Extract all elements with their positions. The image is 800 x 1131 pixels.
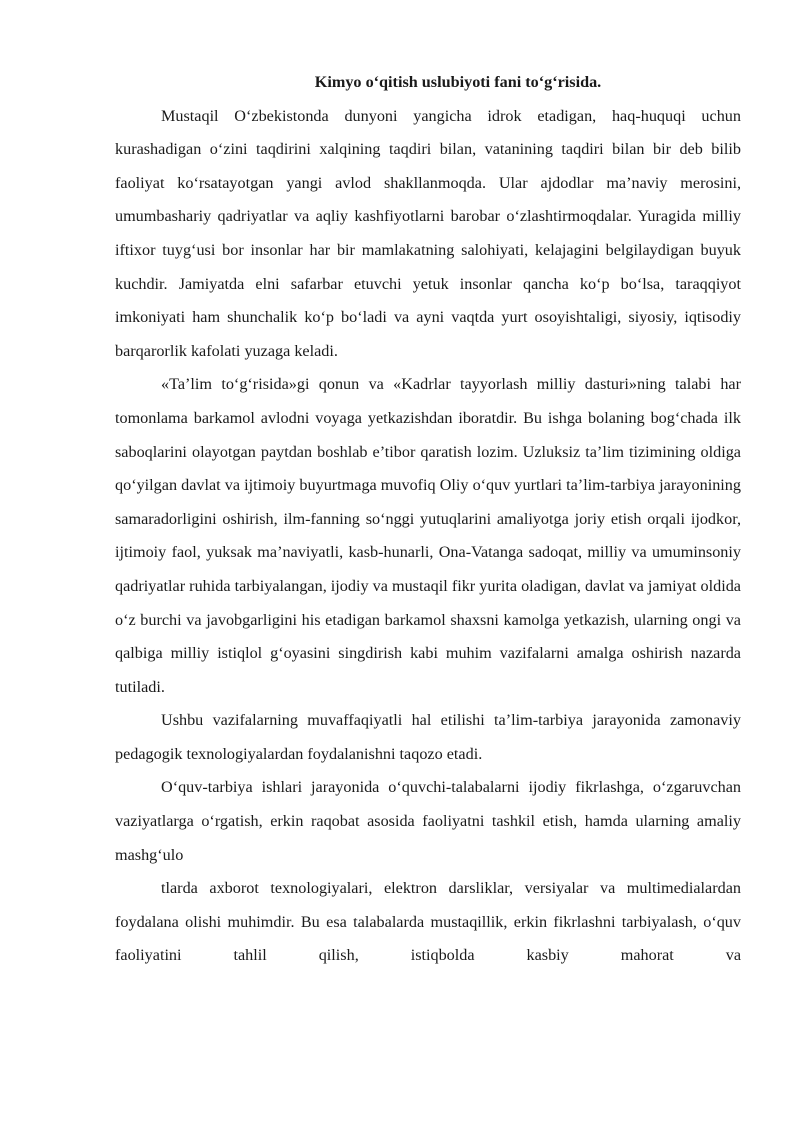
document-page — [115, 66, 741, 973]
paragraph-5: tlarda axborot texnologiyalari, elektron darsliklar, versiyalar va multimedialardan foydalana olishi muhimdir. Bu esa talabalarda mustaqillik, erkin fikrlashni tarbiyalash, o‘quv faoliyatini tahlil qilish, istiqbolda kasbiy mahorat va — [115, 879, 741, 965]
document-title: Kimyo o‘qitish uslubiyoti fani to‘g‘risida. — [314, 73, 602, 91]
paragraph-1: Mustaqil O‘zbekistonda dunyoni yangicha idrok etadigan, haq-huquqi uchun kurashadigan o‘zini taqdirini xalqining taqdiri bilan, vatanining taqdiri bilan bir deb bilib faoliyat ko‘rsatayotgan yangi avlod shakllanmoqda. Ular ajdodlar ma’naviy merosini, umumbashariy qadriyatlar va aqliy kashfiyotlarni barobar o‘zlashtirmoqdalar. Yuragida milliy iftixor tuyg‘usi bor insonlar har bir mamlakatning salohiyati, kelajagini belgilaydigan buyuk kuchdir. Jamiyatda elni safarbar etuvchi yetuk insonlar qancha ko‘p bo‘lsa, taraqqiyot imkoniyati ham shunchalik ko‘p bo‘ladi va ayni vaqtda yurt osoyishtaligi, siyosiy, iqtisodiy barqarorlik kafolati yuzaga keladi. — [115, 106, 741, 360]
paragraph-3: Ushbu vazifalarning muvaffaqiyatli hal etilishi ta’lim-tarbiya jarayonida zamonaviy pedagogik texnologiyalardan foydalanishni taqozo etadi. — [115, 711, 741, 763]
paragraph-2: «Ta’lim to‘g‘risida»gi qonun va «Kadrlar tayyorlash milliy dasturi»ning talabi har tomonlama barkamol avlodni voyaga yetkazishdan iboratdir. Bu ishga bolaning bog‘chada ilk saboqlarini olayotgan paytdan boshlab e’tibor qaratish lozim. Uzluksiz ta’lim tizimining oldiga qo‘yilgan davlat va ijtimoiy buyurtmaga muvofiq Oliy o‘quv yurtlari ta’lim-tarbiya jarayonining samaradorligini oshirish, ilm-fanning so‘nggi yutuqlarini amaliyotga joriy etish orqali ijodkor, ijtimoiy faol, yuksak ma’naviyatli, kasb-hunarli, Ona-Vatanga sadoqat, milliy va umuminsoniy qadriyatlar ruhida tarbiyalangan, ijodiy va mustaqil fikr yurita oladigan, davlat va jamiyat oldida o‘z burchi va javobgarligini his etadigan barkamol shaxsni kamolga yetkazish, ularning ongi va qalbiga milliy istiqlol g‘oyasini singdirish kabi muhim vazifalarni amalga oshirish nazarda tutiladi. — [115, 375, 741, 696]
paragraph-4: O‘quv-tarbiya ishlari jarayonida o‘quvchi-talabalarni ijodiy fikrlashga, o‘zgaruvchan vaziyatlarga o‘rgatish, erkin raqobat asosida faoliyatni tashkil etish, hamda ularning amaliy mashg‘ulo — [115, 778, 741, 864]
